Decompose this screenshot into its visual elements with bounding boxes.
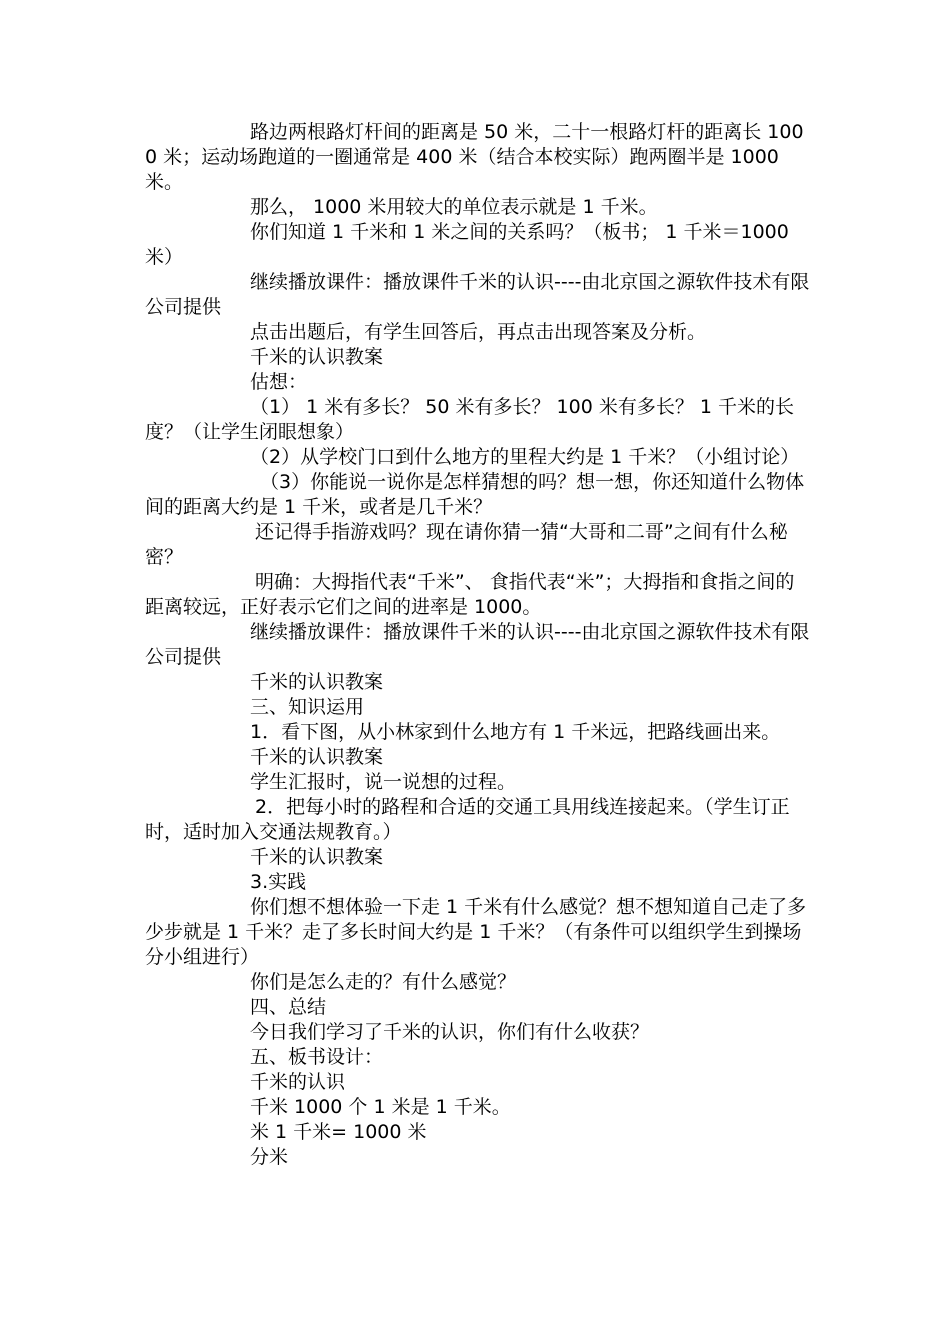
paragraph: （3）你能说一说你是怎样猜想的吗？想一想，你还知道什么物体间的距离大约是 1 千米，或者是几千米？ bbox=[145, 471, 805, 518]
paragraph: 那么， 1000 米用较大的单位表示就是 1 千米。 bbox=[250, 196, 658, 218]
paragraph: （2）从学校门口到什么地方的里程大约是 1 千米？（小组讨论） bbox=[250, 446, 800, 468]
section-heading: 五、板书设计： bbox=[250, 1046, 384, 1068]
paragraph: 千米的认识 bbox=[250, 1071, 346, 1093]
paragraph: 路边两根路灯杆间的距离是 50 米，二十一根路灯杆的距离长 1000 米；运动场跑道的一圈通常是 400 米（结合本校实际）跑两圈半是 1000 米。 bbox=[145, 121, 804, 193]
paragraph: 千米的认识教案 bbox=[250, 846, 384, 868]
paragraph: 明确：大拇指代表“千米”、 食指代表“米”；大拇指和食指之间的距离较远，正好表示它们之间的进率是 1000。 bbox=[145, 571, 795, 618]
paragraph: 估想： bbox=[250, 371, 308, 393]
paragraph: 千米的认识教案 bbox=[250, 346, 384, 368]
section-heading: 四、总结 bbox=[250, 996, 327, 1018]
paragraph: 你们是怎么走的？有什么感觉？ bbox=[250, 971, 517, 993]
paragraph: 米 1 千米= 1000 米 bbox=[250, 1121, 427, 1143]
paragraph: 你们想不想体验一下走 1 千米有什么感觉？想不想知道自己走了多少步就是 1 千米？走了多长时间大约是 1 千米？（有条件可以组织学生到操场分小组进行） bbox=[145, 896, 807, 968]
paragraph: 分米 bbox=[250, 1146, 289, 1168]
paragraph: 今日我们学习了千米的认识，你们有什么收获？ bbox=[250, 1021, 650, 1043]
paragraph: 千米 1000 个 1 米是 1 千米。 bbox=[250, 1096, 511, 1118]
paragraph: 还记得手指游戏吗？现在请你猜一猜“大哥和二哥”之间有什么秘密？ bbox=[145, 521, 788, 568]
paragraph: 2．把每小时的路程和合适的交通工具用线连接起来。（学生订正时，适时加入交通法规教育。） bbox=[145, 796, 790, 843]
paragraph: 继续播放课件：播放课件千米的认识----由北京国之源软件技术有限公司提供 bbox=[145, 621, 810, 668]
section-heading: 三、知识运用 bbox=[250, 696, 365, 718]
paragraph: 1．看下图，从小林家到什么地方有 1 千米远，把路线画出来。 bbox=[250, 721, 781, 743]
section-heading: 3.实践 bbox=[250, 871, 307, 893]
paragraph: 你们知道 1 千米和 1 米之间的关系吗？（板书； 1 千米＝1000 米） bbox=[145, 221, 789, 268]
paragraph: 点击出题后，有学生回答后，再点击出现答案及分析。 bbox=[250, 321, 707, 343]
document-page bbox=[145, 120, 810, 1170]
paragraph: （1） 1 米有多长？ 50 米有多长？ 100 米有多长？ 1 千米的长度？（让学生闭眼想象） bbox=[145, 396, 795, 443]
paragraph: 千米的认识教案 bbox=[250, 671, 384, 693]
paragraph: 继续播放课件：播放课件千米的认识----由北京国之源软件技术有限公司提供 bbox=[145, 271, 810, 318]
paragraph: 千米的认识教案 bbox=[250, 746, 384, 768]
paragraph: 学生汇报时，说一说想的过程。 bbox=[250, 771, 517, 793]
